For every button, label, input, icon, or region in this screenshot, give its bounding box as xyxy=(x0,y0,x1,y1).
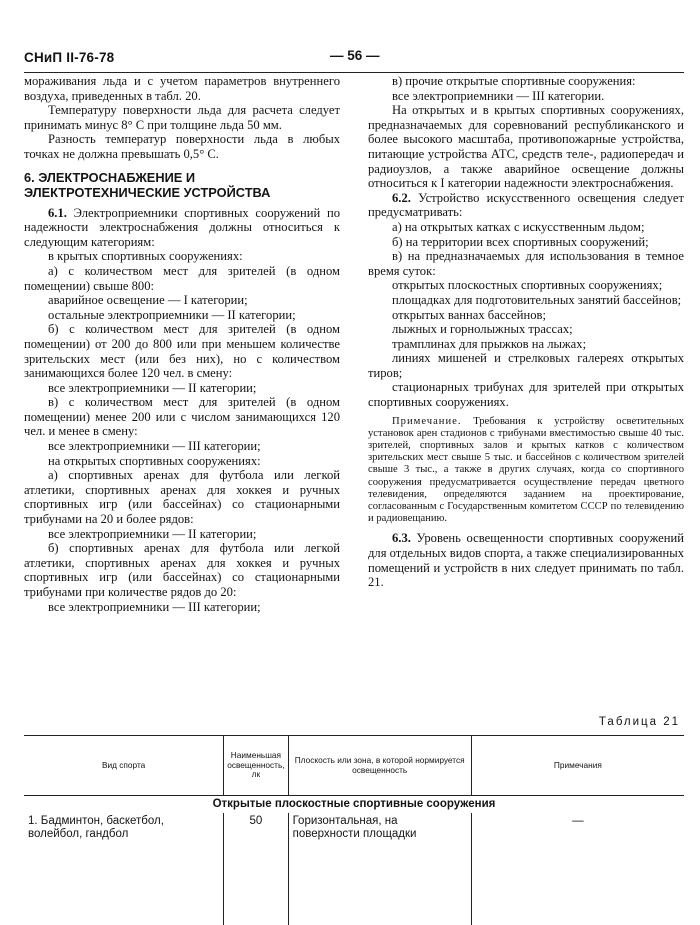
paragraph: а) на открытых катках с искусственным льдом; xyxy=(392,219,645,234)
paragraph: трамплинах для прыжков на лыжах; xyxy=(392,336,587,351)
paragraph: остальные электроприемники — II категории; xyxy=(48,307,296,322)
table-caption: Таблица 21 xyxy=(598,716,680,728)
table-section-row xyxy=(24,796,684,814)
paragraph: все электроприемники — III категории; xyxy=(48,439,261,454)
note-label: Примечание. xyxy=(392,415,462,427)
paragraph: На открытых и в крытых спортивных сооружениях, предназначаемых для соревнований республиканского и более высокого масштаба, противопожарные устройства, питающие устройства АТС, средств теле-, радиопередач и радиоузлов, а также аварийное освещение должны относиться к I категории надежности электроснабжения. xyxy=(368,103,684,191)
column-header-plane: Плоскость или зона, в которой нормируется освещенность xyxy=(288,736,471,796)
table-row xyxy=(24,813,684,843)
cell-illuminance: 50 xyxy=(224,813,288,843)
paragraph: все электроприемники — II категории; xyxy=(48,526,257,541)
cell-sport: 1. Бадминтон, баскетбол, волейбол, гандбол xyxy=(28,815,164,840)
paragraph: а) спортивных аренах для футбола или легкой атлетики, спортивных аренах для хоккея и ручных спортивных игр (или бассейнах) со стационарными трибунами на 20 и более рядов: xyxy=(24,468,340,527)
paragraph: линиях мишеней и стрелковых галереях открытых тиров; xyxy=(368,351,684,380)
paragraph: б) на территории всех спортивных сооружений; xyxy=(392,234,649,249)
paragraph: б) с количеством мест для зрителей (в одном помещении) от 200 до 800 или при меньшем количестве зрительских мест (или без них), но с количеством занимающихся более 120 чел. в смену: xyxy=(24,322,340,381)
table-21 xyxy=(24,735,684,925)
paragraph: все электроприемники — II категории; xyxy=(48,380,257,395)
paragraph: стационарных трибунах для зрителей при открытых спортивных сооружениях. xyxy=(368,380,684,410)
paragraph: аварийное освещение — I категории; xyxy=(48,293,248,308)
paragraph: площадках для подготовительных занятий бассейнов; xyxy=(392,292,682,307)
clause-6-3 xyxy=(368,531,684,589)
paragraph: в) на предназначаемых для использования в темное время суток: xyxy=(368,249,684,278)
paragraph: все электроприемники — III категории. xyxy=(392,88,605,103)
document-code: СНиП II-76-78 xyxy=(24,50,115,65)
clause-number: 6.2. xyxy=(392,190,411,205)
note xyxy=(368,416,684,526)
clause-6-2 xyxy=(368,191,684,220)
left-column xyxy=(24,74,340,614)
clause-text: Устройство искусственного освещения следует предусматривать: xyxy=(368,190,684,220)
paragraph: б) спортивных аренах для футбола или легкой атлетики, спортивных аренах для хоккея и ручных спортивных игр (или бассейнах) со стационарными трибунами при количестве рядов до 20: xyxy=(24,541,340,599)
column-header-illuminance: Наименьшая освещенность, лк xyxy=(224,736,288,796)
column-header-sport: Вид спорта xyxy=(24,736,224,796)
paragraph: на открытых спортивных сооружениях: xyxy=(48,453,261,468)
cell-note: — xyxy=(471,813,684,843)
right-column xyxy=(368,74,684,590)
cell-plane: Горизонтальная, на поверхности площадки xyxy=(288,813,471,843)
paragraph: все электроприемники — III категории; xyxy=(48,599,261,614)
paragraph: открытых ваннах бассейнов; xyxy=(392,307,546,322)
clause-number: 6.1. xyxy=(48,205,67,220)
paragraph: в крытых спортивных сооружениях: xyxy=(48,249,243,264)
paragraph: а) с количеством мест для зрителей (в одном помещении) свыше 800: xyxy=(24,263,340,293)
paragraph: лыжных и горнолыжных трассах; xyxy=(392,322,573,337)
paragraph: в) с количеством мест для зрителей (в одном помещении) менее 200 или с числом занимающихся 120 чел. и менее в смену: xyxy=(24,395,340,439)
column-header-notes: Примечания xyxy=(471,736,684,796)
clause-text: Электроприемники спортивных сооружений по надежности электроснабжения должны относиться к следующим категориям: xyxy=(24,205,340,249)
paragraph: Температуру поверхности льда для расчета следует принимать минус 8° С при толщине льда 50 мм. xyxy=(24,103,340,132)
table-row-filler xyxy=(24,843,684,925)
section-heading: 6. ЭЛЕКТРОСНАБЖЕНИЕ И ЭЛЕКТРОТЕХНИЧЕСКИЕ УСТРОЙСТВА xyxy=(24,169,271,200)
paragraph: мораживания льда и с учетом параметров внутреннего воздуха, приведенных в табл. 20. xyxy=(24,74,340,103)
page-number: — 56 — xyxy=(330,48,380,63)
table-header-row xyxy=(24,736,684,796)
header-rule xyxy=(24,72,684,73)
clause-number: 6.3. xyxy=(392,531,411,546)
paragraph: в) прочие открытые спортивные сооружения: xyxy=(392,74,636,88)
clause-6-1 xyxy=(24,206,340,250)
paragraph: открытых плоскостных спортивных сооружениях; xyxy=(392,278,663,293)
clause-text: Уровень освещенности спортивных сооружений для отдельных видов спорта, а также специализированных помещений и устройств в них следует принимать по табл. 21. xyxy=(368,531,684,590)
note-text: Требования к устройству осветительных установок арен стадионов с трибунами вместимостью свыше 40 тыс. зрителей, спортивных залов и крытых катков с количеством зрительских мест свыше 5 тыс. и бассейнов с количеством зрителей свыше 3 тыс., а также в других случаях, когда со спортивного сооружения предусматривается осуществление передач цветного телевидения, определяются заданием на проектирование, согласованным с Государственным комитетом СССР по телевидению и радиовещанию. xyxy=(368,415,684,525)
section-title: Открытые плоскостные спортивные сооружения xyxy=(212,798,496,810)
paragraph: Разность температур поверхности льда в любых точках не должна превышать 0,5° С. xyxy=(24,132,340,161)
